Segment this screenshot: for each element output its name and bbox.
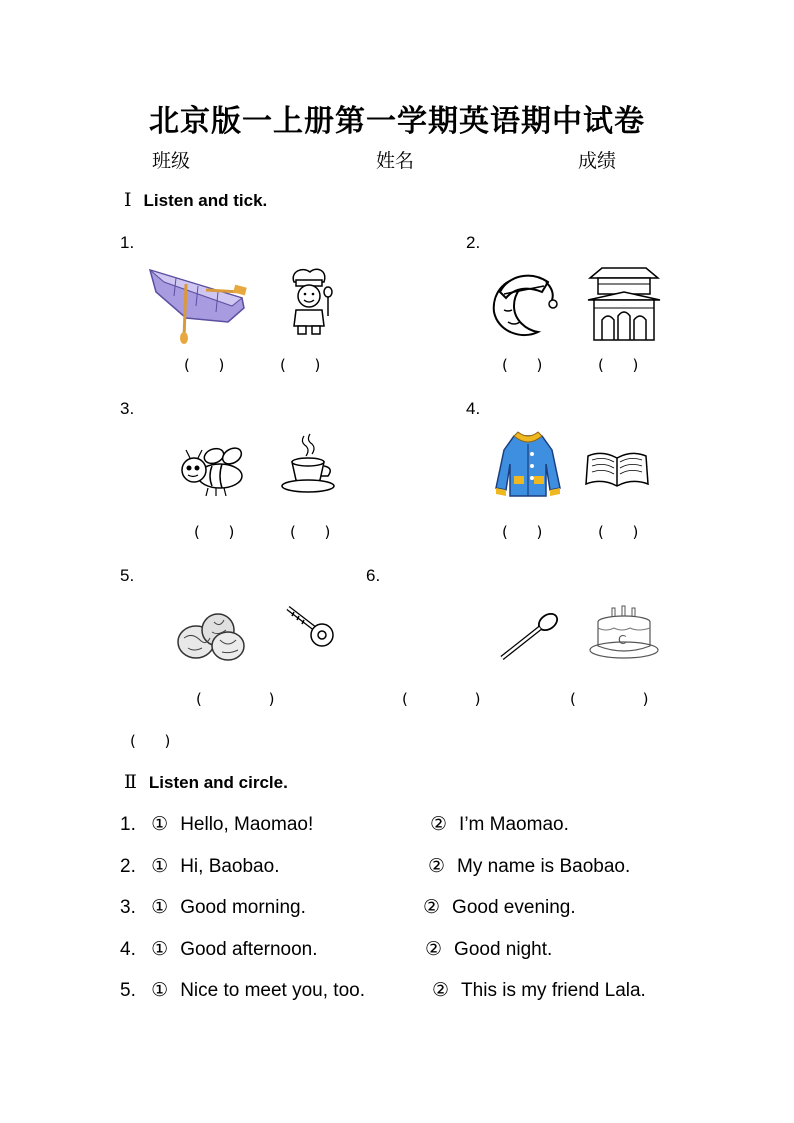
item-3-number: 3. [120,399,135,418]
section-2-numeral: Ⅱ [124,771,137,793]
chef-picture [280,264,344,336]
option-b-mark[interactable]: ② [432,979,450,1001]
option-b-text[interactable]: Good evening. [452,897,576,918]
item-1-number: 1. [120,233,135,252]
answer-paren-4b[interactable]: ( ) [598,523,639,541]
section-1-heading [124,189,267,211]
answer-paren-2a[interactable]: ( ) [502,356,543,374]
answer-paren-6b[interactable]: ( ) [130,732,171,750]
name-label: 姓名 [376,150,415,172]
circle-item-5-b [432,979,646,1002]
option-a-text[interactable]: Hello, Maomao! [180,814,314,835]
answer-paren-1a[interactable]: ( ) [184,356,225,374]
circle-item-1 [120,813,313,836]
circle-item-1-b [430,813,569,836]
circle-item-5 [120,979,365,1002]
option-a-text[interactable]: Good afternoon. [180,939,318,960]
answer-paren-3a[interactable]: ( ) [194,523,235,541]
cup-picture [278,432,336,494]
spoon-picture [498,610,562,662]
circle-item-4 [120,938,318,961]
option-a-text[interactable]: Good morning. [180,897,306,918]
cake-picture [588,602,660,662]
option-b-text[interactable]: Good night. [454,939,553,960]
walnut-picture [174,608,248,662]
option-a-text[interactable]: Hi, Baobao. [180,856,280,877]
option-a-text[interactable]: Nice to meet you, too. [180,980,366,1001]
item-6-number: 6. [366,566,381,585]
section-1-numeral: Ⅰ [124,189,132,211]
circle-item-number: 1. [120,814,136,835]
page-title: 北京版一上册第一学期英语期中试卷 [149,104,645,139]
option-b-text[interactable]: I’m Maomao. [459,814,569,835]
answer-paren-5b[interactable]: ( ) [402,690,481,708]
castle-picture [584,264,664,342]
answer-paren-4a[interactable]: ( ) [502,523,543,541]
option-a-mark[interactable]: ① [151,938,169,960]
section-2-heading [124,771,288,793]
answer-paren-5a[interactable]: ( ) [196,690,275,708]
book-picture [584,448,650,490]
circle-item-number: 4. [120,939,136,960]
class-label: 班级 [152,150,191,172]
svg-text:C: C [618,633,627,647]
section-2-title: Listen and circle. [148,773,288,792]
item-2-number: 2. [466,233,481,252]
option-a-mark[interactable]: ① [151,813,169,835]
circle-item-number: 2. [120,856,136,877]
option-a-mark[interactable]: ① [151,979,169,1001]
boat-picture [146,262,250,346]
answer-paren-3b[interactable]: ( ) [290,523,331,541]
section-1-title: Listen and tick. [143,191,268,210]
circle-item-2-b [428,855,630,878]
item-4-number: 4. [466,399,481,418]
option-a-mark[interactable]: ① [151,855,169,877]
circle-item-2 [120,855,279,878]
option-b-text[interactable]: This is my friend Lala. [461,980,646,1001]
bee-picture [178,444,248,500]
circle-item-number: 3. [120,897,136,918]
answer-paren-2b[interactable]: ( ) [598,356,639,374]
circle-item-3 [120,896,306,919]
answer-paren-6a[interactable]: ( ) [570,690,649,708]
moon-picture [488,266,562,342]
key-picture [284,602,338,650]
circle-item-3-b [423,896,576,919]
circle-item-number: 5. [120,980,136,1001]
option-a-mark[interactable]: ① [151,896,169,918]
option-b-text[interactable]: My name is Baobao. [457,856,631,877]
option-b-mark[interactable]: ② [430,813,448,835]
coat-picture [494,430,562,500]
item-5-number: 5. [120,566,135,585]
option-b-mark[interactable]: ② [425,938,443,960]
answer-paren-1b[interactable]: ( ) [280,356,321,374]
circle-item-4-b [425,938,552,961]
score-label: 成绩 [578,150,617,172]
option-b-mark[interactable]: ② [423,896,441,918]
option-b-mark[interactable]: ② [428,855,446,877]
